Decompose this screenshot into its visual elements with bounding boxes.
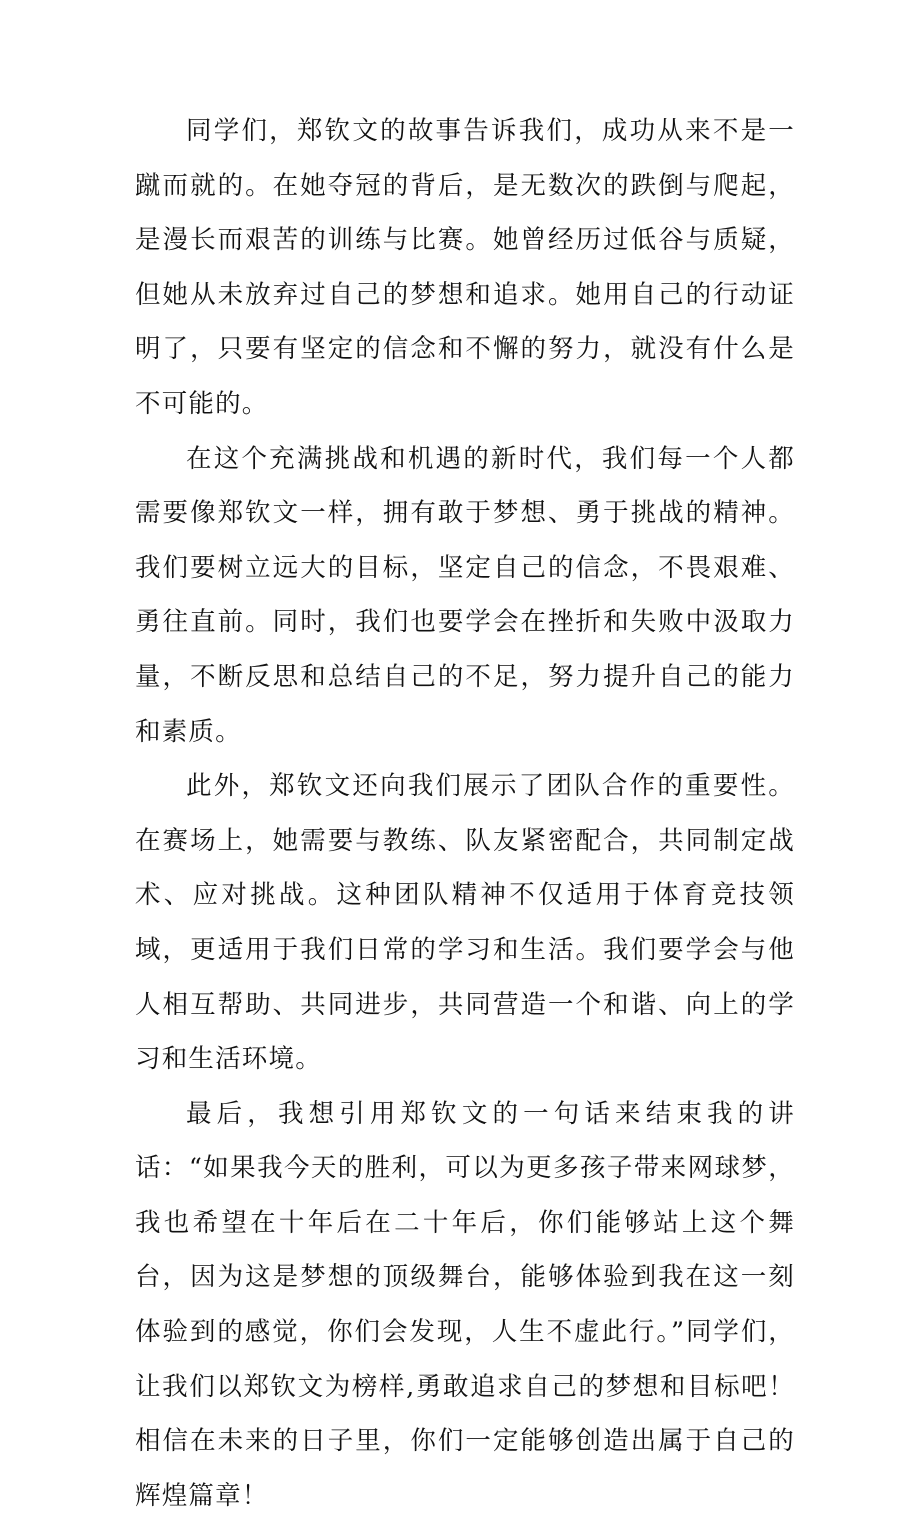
document-body <box>135 104 795 1523</box>
paragraph-4: 最后，我想引用郑钦文的一句话来结束我的讲话：“如果我今天的胜利，可以为更多孩子带来网球梦，我也希望在十年后在二十年后，你们能够站上这个舞台，因为这是梦想的顶级舞台，能够体验到我在这一刻体验到的感觉，你们会发现，人生不虚此行。”同学们，让我们以郑钦文为榜样,勇敢追求自己的梦想和目标吧！相信在未来的日子里，你们一定能够创造出属于自己的辉煌篇章！ <box>135 1098 795 1511</box>
paragraph-3: 此外，郑钦文还向我们展示了团队合作的重要性。在赛场上，她需要与教练、队友紧密配合，共同制定战术、应对挑战。这种团队精神不仅适用于体育竞技领域，更适用于我们日常的学习和生活。我们要学会与他人相互帮助、共同进步，共同营造一个和谐、向上的学习和生活环境。 <box>135 771 795 1075</box>
paragraph-2: 在这个充满挑战和机遇的新时代，我们每一个人都需要像郑钦文一样，拥有敢于梦想、勇于挑战的精神。我们要树立远大的目标，坚定自己的信念，不畏艰难、勇往直前。同时，我们也要学会在挫折和失败中汲取力量，不断反思和总结自己的不足，努力提升自己的能力和素质。 <box>135 443 795 747</box>
paragraph-1: 同学们，郑钦文的故事告诉我们，成功从来不是一蹴而就的。在她夺冠的背后，是无数次的跌倒与爬起，是漫长而艰苦的训练与比赛。她曾经历过低谷与质疑，但她从未放弃过自己的梦想和追求。她用自己的行动证明了，只要有坚定的信念和不懈的努力，就没有什么是不可能的。 <box>135 116 795 419</box>
